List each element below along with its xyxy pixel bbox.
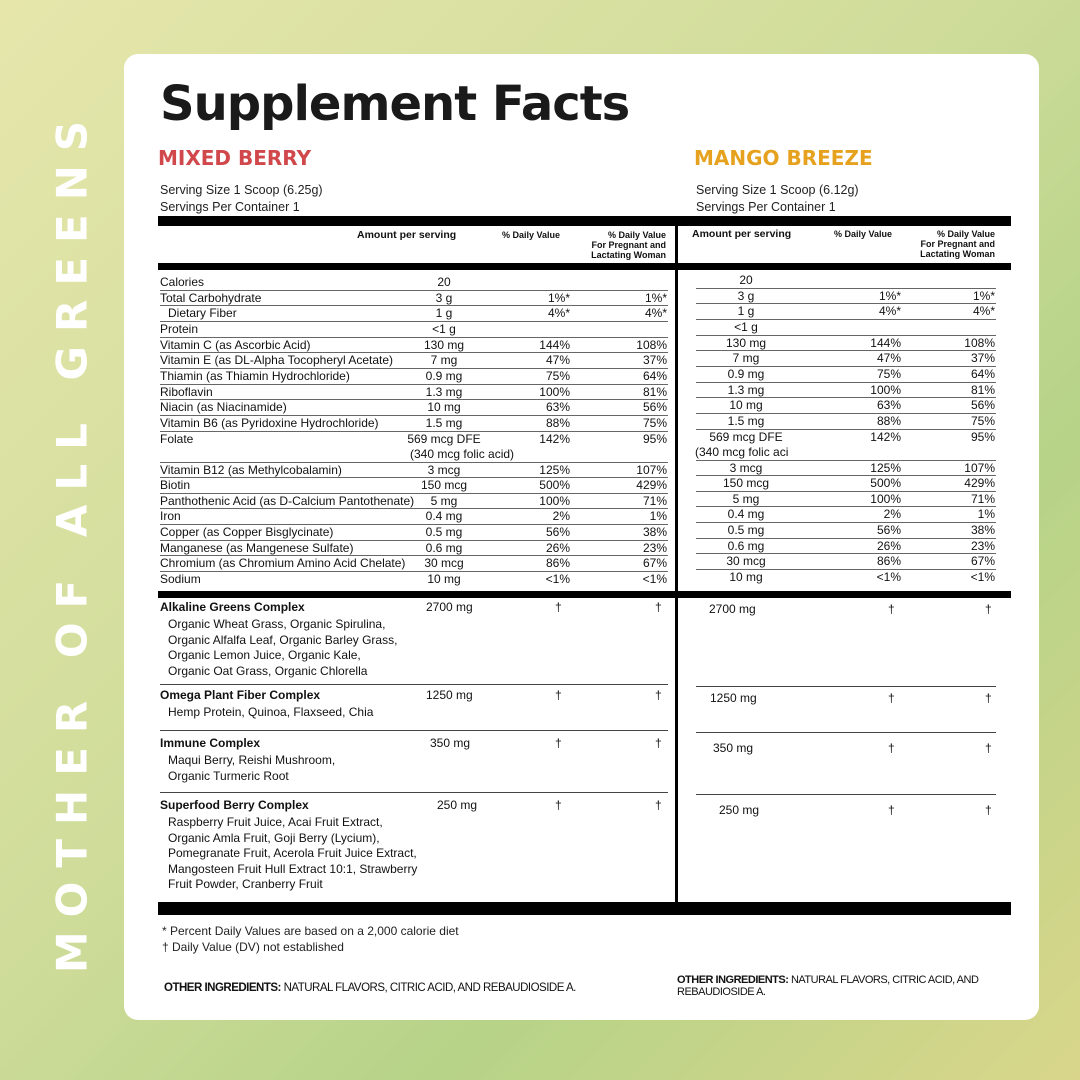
- top-rule: [158, 216, 1011, 226]
- nutrient-amount: 3 g: [435, 290, 453, 305]
- nutrient-dv-pregnant: 1%: [977, 507, 995, 522]
- nutrient-row-right: [696, 413, 996, 429]
- complex-divider: [160, 730, 668, 731]
- nutrient-dv-pregnant: 38%: [970, 523, 995, 538]
- complex-dv-pregnant-right: †: [985, 803, 992, 817]
- nutrient-amount: 0.4 mg: [425, 509, 463, 524]
- nutrient-dv-pregnant: 108%: [636, 337, 667, 352]
- nutrient-dv: 56%: [876, 523, 901, 538]
- nutrient-name: Niacin (as Niacinamide): [160, 400, 287, 415]
- nutrient-dv: 86%: [545, 556, 570, 571]
- nutrient-row: [160, 431, 668, 462]
- supplement-facts-card: [124, 54, 1039, 1020]
- nutrient-dv-pregnant: 95%: [970, 429, 995, 444]
- complex-divider: [160, 792, 668, 793]
- header-dv-right: % Daily Value: [834, 229, 893, 239]
- nutrient-row: [160, 524, 668, 540]
- nutrient-row: [160, 555, 668, 571]
- nutrient-amount: 10 mg: [729, 398, 763, 413]
- nutrient-dv: 144%: [870, 335, 901, 350]
- bottom-rule: [158, 902, 1011, 915]
- nutrient-dv-pregnant: 64%: [970, 366, 995, 381]
- nutrient-dv-pregnant: 4%*: [972, 304, 995, 319]
- nutrient-dv-pregnant: 108%: [964, 335, 995, 350]
- nutrient-name: Biotin: [160, 478, 191, 493]
- nutrient-name: Protein: [160, 321, 199, 336]
- nutrient-amount: 30 mcg: [424, 556, 464, 571]
- nutrient-dv: 100%: [870, 491, 901, 506]
- nutrient-dv: 500%: [539, 478, 570, 493]
- nutrient-amount: <1 g: [734, 319, 758, 334]
- nutrient-name: Sodium: [160, 572, 201, 587]
- nutrient-row-right: [696, 429, 996, 460]
- nutrient-dv-pregnant: 4%*: [644, 306, 667, 321]
- nutrient-dv-pregnant: 107%: [636, 462, 667, 477]
- complex-amount-right: 350 mg: [713, 741, 754, 755]
- nutrient-dv: 75%: [876, 366, 901, 381]
- nutrient-amount: 130 mg: [423, 337, 465, 352]
- complex-dv-pregnant: †: [655, 736, 662, 750]
- nutrient-dv-pregnant: 67%: [970, 554, 995, 569]
- complex-divider: [696, 686, 996, 687]
- nutrient-dv: 144%: [539, 337, 570, 352]
- nutrient-row-right: [696, 303, 996, 319]
- nutrient-dv: 142%: [539, 431, 570, 446]
- nutrient-dv-pregnant: 67%: [642, 556, 667, 571]
- nutrient-dv-pregnant: 23%: [642, 540, 667, 555]
- header-dv-pregnant-right: % Daily Value For Pregnant and Lactating Woman: [920, 229, 995, 259]
- complex-dv-pregnant: †: [655, 798, 662, 812]
- complex-amount: 250 mg: [437, 798, 478, 812]
- serving-size: Serving Size 1 Scoop (6.12g): [696, 183, 859, 197]
- complex-dv-pregnant-right: †: [985, 602, 992, 616]
- nutrient-row: [160, 305, 668, 321]
- nutrient-amount-note: (340 mcg folic aci: [695, 444, 789, 459]
- header-dv-pregnant-left: % Daily Value For Pregnant and Lactating Woman: [591, 230, 666, 260]
- complex-amount-right: 1250 mg: [710, 691, 757, 705]
- nutrient-row-right: [696, 460, 996, 476]
- nutrient-dv: 4%*: [878, 304, 901, 319]
- complex-ingredients: Organic Wheat Grass, Organic Spirulina, Organic Alfalfa Leaf, Organic Barley Grass, Organic Lemon Juice, Organic Kale, Organic Oat Grass, Organic Chlorella: [168, 617, 398, 678]
- nutrient-dv-pregnant: 71%: [970, 491, 995, 506]
- complex-divider: [696, 732, 996, 733]
- nutrient-row-right: [696, 335, 996, 351]
- complex-amount: 2700 mg: [426, 600, 473, 614]
- servings-per-container: Servings Per Container 1: [696, 200, 836, 214]
- nutrient-dv-pregnant: 107%: [964, 460, 995, 475]
- nutrient-name: Thiamin (as Thiamin Hydrochloride): [160, 368, 350, 383]
- complex-dv-right: †: [888, 741, 895, 755]
- nutrient-row: [160, 368, 668, 384]
- nutrient-dv: 75%: [545, 368, 570, 383]
- nutrient-row: [160, 493, 668, 509]
- flavor-title-mango-breeze: MANGO BREEZE: [694, 146, 873, 170]
- complex-dv-right: †: [888, 602, 895, 616]
- nutrient-dv-pregnant: 37%: [642, 353, 667, 368]
- nutrient-row-right: [696, 382, 996, 398]
- nutrient-dv-pregnant: 1%: [649, 509, 667, 524]
- nutrient-row-right: [696, 569, 996, 585]
- nutrient-dv-pregnant: 56%: [642, 400, 667, 415]
- brand-vertical-text: MOTHER OF ALL GREENS: [47, 106, 97, 974]
- nutrient-amount: 0.4 mg: [727, 507, 765, 522]
- nutrient-dv-pregnant: 1%*: [972, 288, 995, 303]
- nutrient-dv: 63%: [876, 398, 901, 413]
- nutrient-name: Copper (as Copper Bisglycinate): [160, 525, 334, 540]
- complex-amount-right: 2700 mg: [709, 602, 756, 616]
- nutrient-dv-pregnant: 64%: [642, 368, 667, 383]
- nutrient-amount: 1.3 mg: [727, 382, 765, 397]
- nutrient-amount: 1.5 mg: [727, 413, 765, 428]
- nutrient-dv: 86%: [876, 554, 901, 569]
- nutrient-dv: 142%: [870, 429, 901, 444]
- nutrient-amount: 130 mg: [725, 335, 767, 350]
- section-rule: [158, 591, 1011, 598]
- nutrient-dv: 4%*: [547, 306, 570, 321]
- nutrient-dv-pregnant: 37%: [970, 351, 995, 366]
- nutrient-name: Chromium (as Chromium Amino Acid Chelate): [160, 556, 406, 571]
- nutrient-dv: 100%: [870, 382, 901, 397]
- serving-info-right: [696, 182, 859, 216]
- nutrient-name: Calories: [160, 275, 205, 289]
- nutrient-name: Vitamin E (as DL-Alpha Tocopheryl Acetate): [160, 353, 394, 368]
- nutrient-dv: 88%: [876, 413, 901, 428]
- nutrient-row-right: [696, 272, 996, 288]
- nutrient-amount: 3 mcg: [729, 460, 763, 475]
- nutrient-amount: 150 mcg: [420, 478, 468, 493]
- nutrient-row-right: [696, 475, 996, 491]
- nutrient-row: [160, 540, 668, 556]
- nutrient-name: Iron: [160, 509, 181, 524]
- nutrient-name: Vitamin B6 (as Pyridoxine Hydrochloride): [160, 415, 379, 430]
- complex-dv: †: [555, 600, 562, 614]
- complex-divider: [160, 684, 668, 685]
- nutrient-name: Vitamin B12 (as Methylcobalamin): [160, 462, 342, 477]
- nutrient-amount: 1.3 mg: [425, 384, 463, 399]
- nutrient-dv: 26%: [545, 540, 570, 555]
- servings-per-container: Servings Per Container 1: [160, 200, 300, 214]
- nutrient-amount: 5 mg: [732, 491, 760, 506]
- nutrient-dv: 125%: [870, 460, 901, 475]
- nutrient-amount: 30 mcg: [726, 554, 766, 569]
- nutrient-amount: 10 mg: [729, 570, 763, 585]
- nutrient-amount: 3 g: [737, 288, 755, 303]
- nutrient-dv-pregnant: <1%: [970, 570, 995, 585]
- nutrient-dv: <1%: [876, 570, 901, 585]
- nutrient-row: [160, 337, 668, 353]
- serving-info-left: [160, 182, 323, 216]
- nutrient-dv: 47%: [876, 351, 901, 366]
- nutrient-row: [160, 274, 668, 290]
- complex-dv-right: †: [888, 803, 895, 817]
- flavor-title-mixed-berry: MIXED BERRY: [158, 146, 312, 170]
- header-dv-left: % Daily Value: [502, 230, 561, 240]
- complex-dv-pregnant: †: [655, 688, 662, 702]
- complex-dv: †: [555, 736, 562, 750]
- nutrient-dv-pregnant: <1%: [642, 572, 667, 587]
- complex-dv: †: [555, 688, 562, 702]
- nutrient-row: [160, 290, 668, 306]
- nutrient-dv-pregnant: 1%*: [644, 290, 667, 305]
- complex-dv-right: †: [888, 691, 895, 705]
- complex-amount: 350 mg: [430, 736, 471, 750]
- nutrient-row: [160, 321, 668, 337]
- complex-dv-pregnant: †: [655, 600, 662, 614]
- nutrient-dv-pregnant: 75%: [642, 415, 667, 430]
- nutrient-name: Manganese (as Mangenese Sulfate): [160, 540, 354, 555]
- nutrient-row-right: [696, 553, 996, 569]
- nutrient-amount: 7 mg: [732, 351, 760, 366]
- nutrient-row-right: [696, 350, 996, 366]
- complex-dv-pregnant-right: †: [985, 741, 992, 755]
- nutrient-dv: <1%: [545, 572, 570, 587]
- complex-name: Omega Plant Fiber Complex: [160, 688, 321, 702]
- complex-ingredients: Hemp Protein, Quinoa, Flaxseed, Chia: [168, 705, 374, 719]
- nutrient-amount: 5 mg: [430, 493, 458, 508]
- nutrient-amount: 1 g: [435, 306, 453, 321]
- nutrient-amount: 0.6 mg: [727, 538, 765, 553]
- header-amount-right: Amount per serving: [692, 228, 792, 240]
- complex-name: Immune Complex: [160, 736, 261, 750]
- nutrient-dv: 1%*: [878, 288, 901, 303]
- nutrient-dv: 88%: [545, 415, 570, 430]
- nutrient-amount: <1 g: [432, 321, 456, 336]
- nutrient-row: [160, 508, 668, 524]
- nutrient-dv: 100%: [539, 384, 570, 399]
- nutrient-name: Vitamin C (as Ascorbic Acid): [160, 337, 311, 352]
- complex-amount-right: 250 mg: [719, 803, 760, 817]
- complex-amount: 1250 mg: [426, 688, 473, 702]
- nutrient-dv: 125%: [539, 462, 570, 477]
- nutrient-amount: 20: [437, 275, 451, 289]
- nutrient-row-right: [696, 491, 996, 507]
- complex-ingredients: Raspberry Fruit Juice, Acai Fruit Extract, Organic Amla Fruit, Goji Berry (Lycium), Pomegranate Fruit, Acerola Fruit Juice Extract, Mangosteen Fruit Hull Extract 10:1, Strawberry Fruit Powder, Cranberry Fruit: [168, 815, 418, 891]
- nutrient-row-right: [696, 538, 996, 554]
- nutrient-amount: 1.5 mg: [425, 415, 463, 430]
- nutrient-dv-pregnant: 71%: [642, 493, 667, 508]
- nutrient-name: Dietary Fiber: [168, 306, 237, 321]
- nutrient-amount: 1 g: [737, 304, 755, 319]
- nutrient-amount: 10 mg: [427, 400, 461, 415]
- nutrient-row: [160, 352, 668, 368]
- nutrient-dv: 63%: [545, 400, 570, 415]
- nutrient-dv-pregnant: 23%: [970, 538, 995, 553]
- nutrient-row: [160, 462, 668, 478]
- nutrient-dv: 500%: [870, 476, 901, 491]
- nutrient-name: Total Carbohydrate: [160, 290, 262, 305]
- nutrient-dv-pregnant: 81%: [642, 384, 667, 399]
- nutrient-amount: 0.9 mg: [425, 368, 463, 383]
- nutrient-amount: 3 mcg: [427, 462, 461, 477]
- footnote-percent: * Percent Daily Values are based on a 2,000 calorie diet: [162, 924, 459, 938]
- nutrient-amount: 0.9 mg: [727, 366, 765, 381]
- nutrient-amount: 0.5 mg: [727, 523, 765, 538]
- footnote-dagger: † Daily Value (DV) not established: [162, 940, 344, 954]
- nutrient-amount: 569 mcg DFE: [709, 429, 783, 444]
- nutrient-amount: 0.6 mg: [425, 540, 463, 555]
- nutrient-name: Folate: [160, 431, 194, 446]
- nutrient-row: [160, 399, 668, 415]
- complex-dv: †: [555, 798, 562, 812]
- nutrient-row-right: [696, 366, 996, 382]
- nutrient-dv-pregnant: 429%: [636, 478, 667, 493]
- nutrient-row: [160, 384, 668, 400]
- nutrient-amount: 0.5 mg: [425, 525, 463, 540]
- complex-dv-pregnant-right: †: [985, 691, 992, 705]
- nutrient-name: Riboflavin: [160, 384, 213, 399]
- nutrient-dv-pregnant: 95%: [642, 431, 667, 446]
- nutrient-dv: 47%: [545, 353, 570, 368]
- serving-size: Serving Size 1 Scoop (6.25g): [160, 183, 323, 197]
- nutrient-dv: 1%*: [547, 290, 570, 305]
- nutrient-amount: 7 mg: [430, 353, 458, 368]
- nutrient-amount-note: (340 mcg folic acid): [410, 446, 515, 461]
- complex-ingredients: Maqui Berry, Reishi Mushroom, Organic Turmeric Root: [168, 753, 336, 783]
- nutrient-row: [160, 571, 668, 587]
- nutrient-dv-pregnant: 75%: [970, 413, 995, 428]
- other-ingredients-right: OTHER INGREDIENTS: NATURAL FLAVORS, CITRIC ACID, AND REBAUDIOSIDE A.: [677, 974, 979, 998]
- center-divider: [675, 224, 678, 904]
- nutrient-dv: 2%: [883, 507, 901, 522]
- nutrient-dv-pregnant: 56%: [970, 398, 995, 413]
- nutrient-row-right: [696, 522, 996, 538]
- nutrient-amount: 20: [739, 273, 753, 287]
- complex-name: Superfood Berry Complex: [160, 798, 309, 812]
- nutrient-dv: 100%: [539, 493, 570, 508]
- nutrient-dv: 56%: [545, 525, 570, 540]
- nutrient-amount: 150 mcg: [722, 476, 770, 491]
- nutrient-row-right: [696, 506, 996, 522]
- nutrient-dv: 2%: [552, 509, 570, 524]
- header-amount-left: Amount per serving: [357, 229, 457, 241]
- other-ingredients-left: OTHER INGREDIENTS: NATURAL FLAVORS, CITRIC ACID, AND REBAUDIOSIDE A.: [164, 982, 576, 994]
- complex-name: Alkaline Greens Complex: [160, 600, 305, 614]
- nutrient-amount: 10 mg: [427, 572, 461, 587]
- nutrient-dv-pregnant: 38%: [642, 525, 667, 540]
- nutrient-dv: 26%: [876, 538, 901, 553]
- nutrient-row-right: [696, 288, 996, 304]
- complex-divider: [696, 794, 996, 795]
- nutrient-amount: 569 mcg DFE: [407, 431, 481, 446]
- nutrient-name: Panthothenic Acid (as D-Calcium Pantothenate): [160, 493, 415, 508]
- page-title: Supplement Facts: [160, 76, 630, 132]
- nutrient-dv-pregnant: 81%: [970, 382, 995, 397]
- header-rule: [158, 263, 1011, 270]
- nutrient-row-right: [696, 319, 996, 335]
- nutrient-row-right: [696, 397, 996, 413]
- nutrient-dv-pregnant: 429%: [964, 476, 995, 491]
- nutrient-row: [160, 415, 668, 431]
- nutrient-row: [160, 477, 668, 493]
